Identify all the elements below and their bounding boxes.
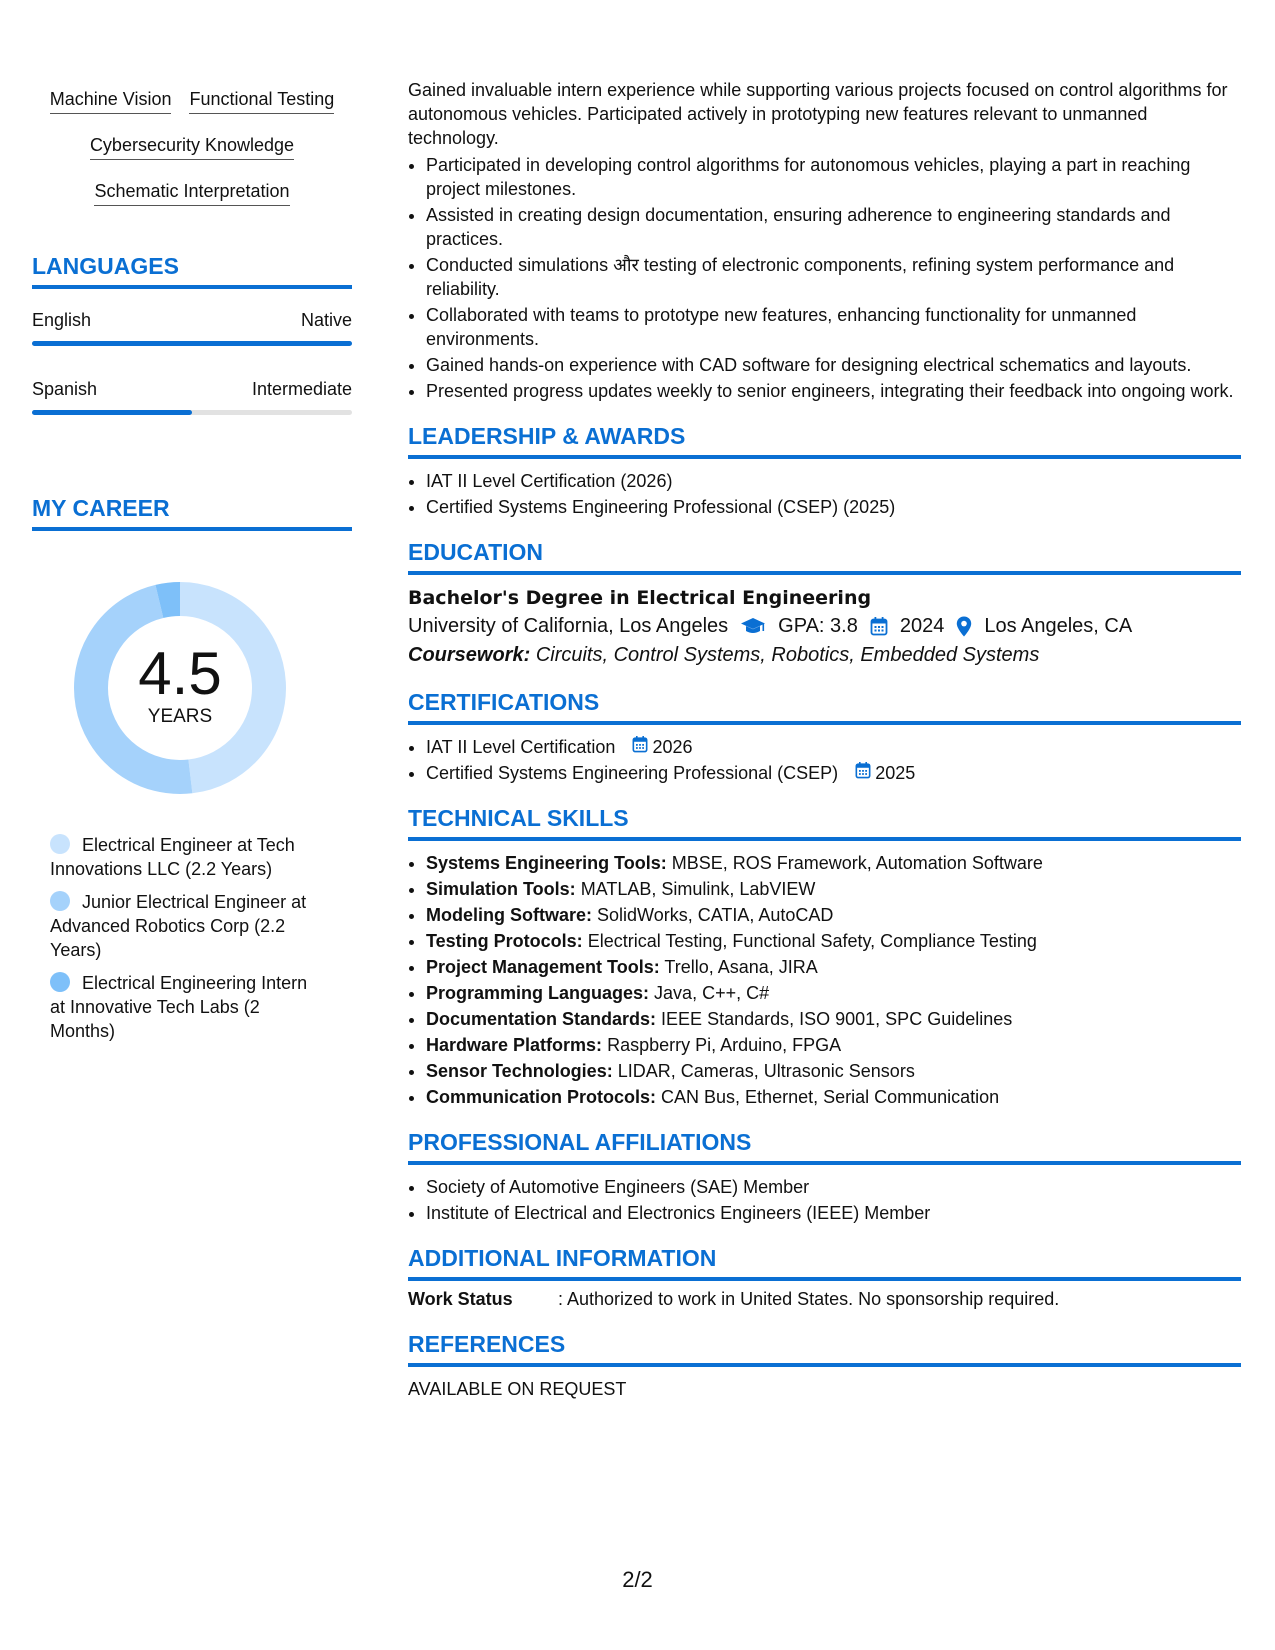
list-item <box>426 981 1241 1005</box>
language-level-bar <box>32 341 352 346</box>
right-column <box>408 78 1241 1401</box>
career-total: 4.5 <box>138 640 222 707</box>
calendar-icon <box>870 616 888 636</box>
education-section <box>408 537 1241 669</box>
page-number: 2/2 <box>622 1567 653 1592</box>
work-status-value: : Authorized to work in United States. No sponsorship required. <box>558 1289 1060 1309</box>
skill-category: Systems Engineering Tools: <box>426 853 667 873</box>
references-text: AVAILABLE ON REQUEST <box>408 1379 627 1399</box>
list-item: • Assisted in creating design documentation, ensuring adherence to engineering standards and practices. <box>426 203 1241 251</box>
legend-label: Junior Electrical Engineer at Advanced Robotics Corp (2.2 Years) <box>50 892 307 960</box>
skill-tag: Functional Testing <box>189 88 334 114</box>
list-item <box>426 1085 1241 1109</box>
affiliations-section <box>408 1127 1241 1225</box>
skill-values: SolidWorks, CATIA, AutoCAD <box>597 905 834 925</box>
list-item <box>426 903 1241 927</box>
language-name: Spanish <box>32 379 98 399</box>
certification-name: IAT II Level Certification <box>426 737 616 757</box>
coursework-label: Coursework: <box>408 644 531 666</box>
school-location: Los Angeles, CA <box>984 615 1133 637</box>
donut-segment <box>159 599 180 601</box>
list-item <box>426 761 1241 785</box>
list-item <box>426 1007 1241 1031</box>
legend-dot <box>50 834 70 854</box>
calendar-icon <box>632 735 652 759</box>
map-pin-icon <box>956 616 972 637</box>
additional-info-section <box>408 1243 1241 1311</box>
skill-category: Testing Protocols: <box>426 931 583 951</box>
legend-item <box>50 971 320 1043</box>
internship-summary: Gained invaluable intern experience while supporting various projects focused on control algorithms for autonomous vehicles. Participated actively in prototyping new features relevant to unmanned technology. <box>408 80 1228 148</box>
left-column <box>32 78 352 1052</box>
career-unit: YEARS <box>147 706 213 727</box>
internship-details <box>408 78 1241 403</box>
list-item: • Participated in developing control algorithms for autonomous vehicles, playing a part in reaching project milestones. <box>426 153 1241 201</box>
language-level-bar <box>32 410 352 415</box>
list-item <box>426 877 1241 901</box>
certification-year: 2026 <box>652 737 693 757</box>
leadership-section <box>408 421 1241 519</box>
gpa: GPA: 3.8 <box>778 615 858 637</box>
list-item: • Collaborated with teams to prototype new features, enhancing functionality for unmanned environments. <box>426 303 1241 351</box>
list-item <box>426 929 1241 953</box>
section-heading: PROFESSIONAL AFFILIATIONS <box>408 1127 1241 1165</box>
skill-category: Modeling Software: <box>426 905 592 925</box>
section-heading: LANGUAGES <box>32 251 352 289</box>
skill-tags <box>32 78 352 206</box>
certifications-section <box>408 687 1241 785</box>
skill-category: Documentation Standards: <box>426 1009 657 1029</box>
section-heading: ADDITIONAL INFORMATION <box>408 1243 1241 1281</box>
skill-category: Communication Protocols: <box>426 1087 657 1107</box>
section-heading: MY CAREER <box>32 493 352 531</box>
internship-bullets <box>408 153 1241 403</box>
legend-item <box>50 890 320 962</box>
list-item <box>426 1059 1241 1083</box>
skill-values: MATLAB, Simulink, LabVIEW <box>580 879 816 899</box>
list-item: • IAT II Level Certification (2026) <box>426 469 1241 493</box>
skill-values: IEEE Standards, ISO 9001, SPC Guidelines <box>661 1009 1013 1029</box>
skill-tag: Schematic Interpretation <box>94 180 289 206</box>
skill-category: Hardware Platforms: <box>426 1035 603 1055</box>
skill-values: Raspberry Pi, Arduino, FPGA <box>607 1035 842 1055</box>
skill-values: Java, C++, C# <box>654 983 770 1003</box>
list-item <box>426 955 1241 979</box>
skill-values: Trello, Asana, JIRA <box>664 957 818 977</box>
degree: Bachelor's Degree in Electrical Engineering <box>408 587 872 609</box>
skill-values: CAN Bus, Ethernet, Serial Communication <box>661 1087 1000 1107</box>
skill-tag: Cybersecurity Knowledge <box>90 134 294 160</box>
section-heading: TECHNICAL SKILLS <box>408 803 1241 841</box>
career-section <box>32 493 352 1043</box>
legend-dot <box>50 891 70 911</box>
skill-values: LIDAR, Cameras, Ultrasonic Sensors <box>617 1061 915 1081</box>
career-donut-chart <box>65 573 295 803</box>
technical-skills-section <box>408 803 1241 1109</box>
language-level-fill <box>32 410 192 415</box>
coursework <box>408 641 1241 669</box>
calendar-icon <box>855 761 875 785</box>
section-heading: EDUCATION <box>408 537 1241 575</box>
school-name: University of California, Los Angeles <box>408 615 729 637</box>
legend-dot <box>50 972 70 992</box>
legend-label: Electrical Engineer at Tech Innovations LLC (2.2 Years) <box>50 835 295 879</box>
coursework-list: Circuits, Control Systems, Robotics, Embedded Systems <box>535 644 1040 666</box>
language-level: Native <box>300 310 352 330</box>
graduation-year: 2024 <box>899 615 945 637</box>
list-item: • Conducted simulations और testing of electronic components, refining system performance and reliability. <box>426 253 1241 301</box>
list-item: • Certified Systems Engineering Professional (CSEP) (2025) <box>426 495 1241 519</box>
career-legend <box>50 833 320 1043</box>
list-item: • Presented progress updates weekly to senior engineers, integrating their feedback into ongoing work. <box>426 379 1241 403</box>
section-heading: CERTIFICATIONS <box>408 687 1241 725</box>
section-heading: LEADERSHIP & AWARDS <box>408 421 1241 459</box>
list-item: • Society of Automotive Engineers (SAE) Member <box>426 1175 1241 1199</box>
skill-values: MBSE, ROS Framework, Automation Software <box>671 853 1043 873</box>
references-section <box>408 1329 1241 1401</box>
skill-tag: Machine Vision <box>50 88 172 114</box>
certification-name: Certified Systems Engineering Professional (CSEP) <box>426 763 839 783</box>
education-meta <box>408 611 1241 641</box>
list-item: • Institute of Electrical and Electronics Engineers (IEEE) Member <box>426 1201 1241 1225</box>
work-status-label: Work Status <box>408 1289 513 1309</box>
language-level: Intermediate <box>251 379 352 399</box>
skill-category: Simulation Tools: <box>426 879 576 899</box>
list-item <box>426 851 1241 875</box>
graduation-cap-icon <box>740 616 766 636</box>
skill-category: Programming Languages: <box>426 983 650 1003</box>
list-item: • Gained hands-on experience with CAD software for designing electrical schematics and layouts. <box>426 353 1241 377</box>
language-item <box>32 309 352 346</box>
skill-values: Electrical Testing, Functional Safety, Compliance Testing <box>587 931 1037 951</box>
language-item <box>32 378 352 415</box>
certification-year: 2025 <box>875 763 916 783</box>
skill-category: Project Management Tools: <box>426 957 660 977</box>
skill-category: Sensor Technologies: <box>426 1061 613 1081</box>
legend-label: Electrical Engineering Intern at Innovative Tech Labs (2 Months) <box>50 973 308 1041</box>
list-item <box>426 1033 1241 1057</box>
language-level-fill <box>32 341 352 346</box>
list-item <box>426 735 1241 759</box>
legend-item <box>50 833 320 881</box>
section-heading: REFERENCES <box>408 1329 1241 1367</box>
language-name: English <box>32 310 92 330</box>
languages-section <box>32 251 352 415</box>
